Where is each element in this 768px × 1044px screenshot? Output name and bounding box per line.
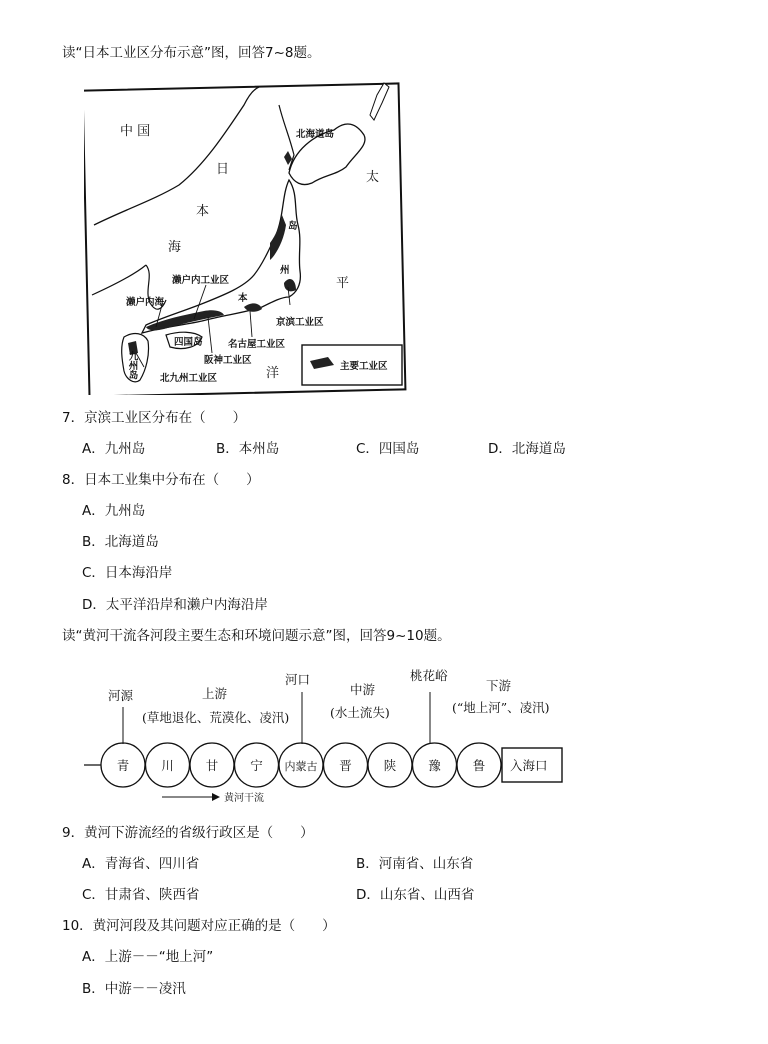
- label-honshu-zhou: 州: [280, 265, 290, 276]
- label-china: 中 国: [120, 124, 151, 139]
- q10-option-b[interactable]: B．中游－－凌汛: [82, 981, 186, 997]
- label-hokkaido: 北海道岛: [296, 129, 335, 140]
- province-label: 内蒙古: [284, 760, 318, 773]
- yellow-river-diagram: [80, 662, 568, 812]
- intro-text-2: 读“黄河干流各河段主要生态和环境问题示意”图，回答9~10题。: [62, 628, 451, 644]
- q9-stem: 9．黄河下游流经的省级行政区是（ ）: [62, 825, 314, 841]
- q8-option-d[interactable]: D．太平洋沿岸和濑户内海沿岸: [82, 597, 268, 613]
- label-yang: 洋: [266, 366, 280, 381]
- zhongyou-issue: (水土流失): [330, 705, 390, 720]
- province-label: 川: [161, 758, 174, 773]
- hekou-label: 河口: [285, 672, 311, 687]
- q7-option-b[interactable]: B．本州岛: [216, 441, 280, 457]
- label-ri: 日: [216, 162, 230, 177]
- label-kitakyushu: 北九州工业区: [160, 373, 218, 384]
- xiayou-label: 下游: [486, 678, 512, 693]
- label-ben: 本: [196, 204, 210, 219]
- zhongyou-label: 中游: [350, 682, 376, 697]
- q9-option-a[interactable]: A．青海省、四川省: [82, 856, 200, 872]
- label-shikoku: 四国岛: [174, 337, 203, 348]
- province-label: 甘: [205, 758, 219, 773]
- label-seto-region: 濑户内工业区: [172, 275, 230, 286]
- label-setonaikai: 濑户内海: [126, 297, 165, 308]
- label-tai: 太: [366, 170, 380, 185]
- province-label: 鲁: [472, 758, 486, 773]
- shangyou-label: 上游: [202, 686, 228, 701]
- label-honshu-ben: 本: [238, 293, 248, 304]
- q10-stem: 10．黄河河段及其问题对应正确的是（ ）: [62, 918, 336, 934]
- q7-option-c[interactable]: C．四国岛: [356, 441, 420, 457]
- province-label: 宁: [250, 758, 263, 773]
- label-keihin: 京滨工业区: [276, 317, 324, 328]
- province-label: 豫: [428, 758, 441, 773]
- label-hanshin: 阪神工业区: [204, 355, 252, 366]
- q9-option-d[interactable]: D．山东省、山西省: [356, 887, 475, 903]
- taohuayu-label: 桃花峪: [410, 668, 448, 683]
- q7-option-a[interactable]: A．九州岛: [82, 441, 146, 457]
- shangyou-issue: (草地退化、荒漠化、凌汛): [142, 710, 290, 725]
- legend-label: 主要工业区: [340, 361, 388, 372]
- q8-option-b[interactable]: B．北海道岛: [82, 534, 159, 550]
- label-kyushu: 九州岛: [126, 351, 138, 380]
- label-hai: 海: [168, 240, 182, 255]
- province-label: 晋: [339, 758, 352, 773]
- q8-option-a[interactable]: A．九州岛: [82, 503, 146, 519]
- q9-option-c[interactable]: C．甘肃省、陕西省: [82, 887, 200, 903]
- q8-stem: 8．日本工业集中分布在（ ）: [62, 472, 260, 488]
- heyuan-label: 河源: [108, 688, 134, 703]
- japan-industry-map: [84, 75, 408, 395]
- q9-option-b[interactable]: B．河南省、山东省: [356, 856, 474, 872]
- q10-option-a[interactable]: A．上游－－“地上河”: [82, 949, 214, 965]
- label-honshu-dao: 岛: [288, 221, 298, 232]
- label-nagoya: 名古屋工业区: [228, 339, 286, 350]
- province-label: 青: [116, 758, 130, 773]
- flow-label: 黄河干流: [224, 793, 264, 804]
- intro-text-1: 读“日本工业区分布示意”图，回答7~8题。: [62, 45, 321, 61]
- xiayou-issue: (“地上河”、凌汛): [452, 700, 550, 715]
- province-label: 陕: [383, 758, 397, 773]
- q8-option-c[interactable]: C．日本海沿岸: [82, 565, 173, 581]
- q7-option-d[interactable]: D．北海道岛: [488, 441, 566, 457]
- label-ping: 平: [336, 276, 350, 291]
- q7-stem: 7．京滨工业区分布在（ ）: [62, 410, 247, 426]
- sea-label: 入海口: [510, 758, 548, 773]
